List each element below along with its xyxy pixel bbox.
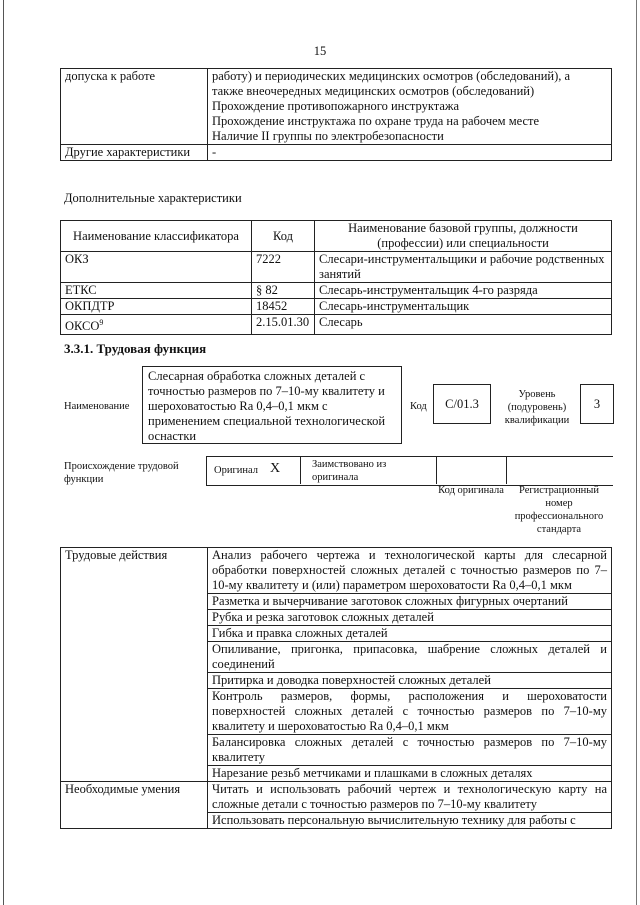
table-row — [61, 299, 612, 315]
classifier-name: ОКПДТР — [61, 299, 252, 315]
classifier-desc: Слесарь — [315, 315, 612, 335]
page-number: 15 — [313, 44, 327, 58]
origin-label: Происхождение трудовой функции — [64, 461, 179, 485]
value-line: Прохождение инструктажа по охране труда на рабочем месте — [212, 114, 540, 128]
action-item: Гибка и правка сложных деталей — [208, 626, 612, 642]
classifier-code: 2.15.01.30 — [252, 315, 315, 335]
action-item: Анализ рабочего чертежа и технологической карты для слесарной обработки поверхностей сложных деталей с точностью размеров по 7–10-му квалитету и (или) параметром шероховатости Ra 0,4–0,1 мкм — [208, 548, 612, 594]
page-edge-right — [636, 0, 637, 905]
function-name-box — [142, 366, 402, 444]
action-item: Разметка и вычерчивание заготовок сложных фигурных очертаний — [208, 594, 612, 610]
classifier-name: ЕТКС — [61, 283, 252, 299]
table-row — [61, 548, 612, 594]
borrowed-label: Заимствовано из оригинала — [312, 459, 387, 483]
table-row — [61, 145, 612, 161]
page-edge-left — [3, 0, 4, 905]
reg-number-label: Регистрационный номер профессионального стандарта — [514, 485, 604, 535]
action-item: Рубка и резка заготовок сложных деталей — [208, 610, 612, 626]
actions-label: Трудовые действия — [61, 548, 208, 782]
classifier-desc: Слесарь-инструментальщик — [315, 299, 612, 315]
function-name: Слесарная обработка сложных деталей с точностью размеров по 7–10-му квалитету и шероховатостью Ra 0,4–0,1 мкм с применением специальной технологической оснастки — [148, 369, 386, 443]
column-header: Наименование классификатора — [61, 221, 252, 252]
value-line: Наличие II группы по электробезопасности — [212, 129, 444, 143]
classifier-desc: Слесари-инструментальщики и рабочие родственных занятий — [315, 252, 612, 283]
footnote-mark: 9 — [99, 318, 104, 327]
table-row — [61, 315, 612, 335]
table-row — [61, 252, 612, 283]
origin-divider — [436, 456, 437, 484]
action-item: Контроль размеров, формы, расположения и шероховатости поверхностей сложных деталей с точностью размеров по 7–10-му квалитету и шероховатостью Ra 0,4–0,1 мкм — [208, 689, 612, 735]
skills-label: Необходимые умения — [61, 782, 208, 829]
table-row — [61, 283, 612, 299]
section-heading: 3.3.1. Трудовая функция — [64, 341, 207, 356]
skill-item: Читать и использовать рабочий чертеж и технологическую карту на сложные детали с точностью размеров по 7–10-му квалитету — [208, 782, 612, 813]
function-code: C/01.3 — [445, 397, 479, 411]
skill-item: Использовать персональную вычислительную технику для работы с — [208, 813, 612, 829]
value-line: Прохождение противопожарного инструктажа — [212, 99, 460, 113]
original-label: Оригинал — [214, 465, 258, 476]
value-line: также внеочередных медицинских осмотров (обследований) — [212, 84, 535, 98]
table-row — [61, 782, 612, 813]
action-item: Опиливание, пригонка, припасовка, шабрение сложных деталей и соединений — [208, 642, 612, 673]
classifier-code: § 82 — [252, 283, 315, 299]
action-item: Нарезание резьб метчиками и плашками в сложных деталях — [208, 766, 612, 782]
classifier-desc: Слесарь-инструментальщик 4-го разряда — [315, 283, 612, 299]
original-mark: X — [270, 461, 281, 476]
requirements-table — [60, 68, 612, 161]
name-label: Наименование — [64, 401, 130, 412]
level-box — [580, 384, 614, 424]
table-header-row — [61, 221, 612, 252]
level-label: Уровень (подуровень) квалификации — [504, 389, 570, 426]
column-header: Код — [252, 221, 315, 252]
function-code-box — [433, 384, 491, 424]
classifier-code: 18452 — [252, 299, 315, 315]
code-label: Код — [410, 401, 427, 412]
row-value — [208, 69, 612, 145]
row-label: Другие характеристики — [61, 145, 208, 161]
value-line: работу) и периодических медицинских осмотров (обследований), а — [212, 69, 571, 83]
classifier-name: ОКЗ — [61, 252, 252, 283]
row-value: - — [208, 145, 612, 161]
section-subtitle: Дополнительные характеристики — [64, 191, 242, 205]
classifier-name-text: ОКСО — [65, 319, 100, 334]
action-item: Притирка и доводка поверхностей сложных деталей — [208, 673, 612, 689]
action-item: Балансировка сложных деталей с точностью размеров по 7–10-му квалитету — [208, 735, 612, 766]
code-original-label: Код оригинала — [438, 485, 504, 496]
origin-divider — [300, 456, 301, 484]
classifier-code: 7222 — [252, 252, 315, 283]
classifier-table — [60, 220, 612, 335]
level-value: 3 — [593, 397, 601, 411]
table-row — [61, 69, 612, 145]
row-label: допуска к работе — [61, 69, 208, 145]
classifier-name — [61, 315, 252, 335]
origin-divider — [506, 456, 507, 484]
actions-table — [60, 547, 612, 829]
column-header: Наименование базовой группы, должности (профессии) или специальности — [315, 221, 612, 252]
